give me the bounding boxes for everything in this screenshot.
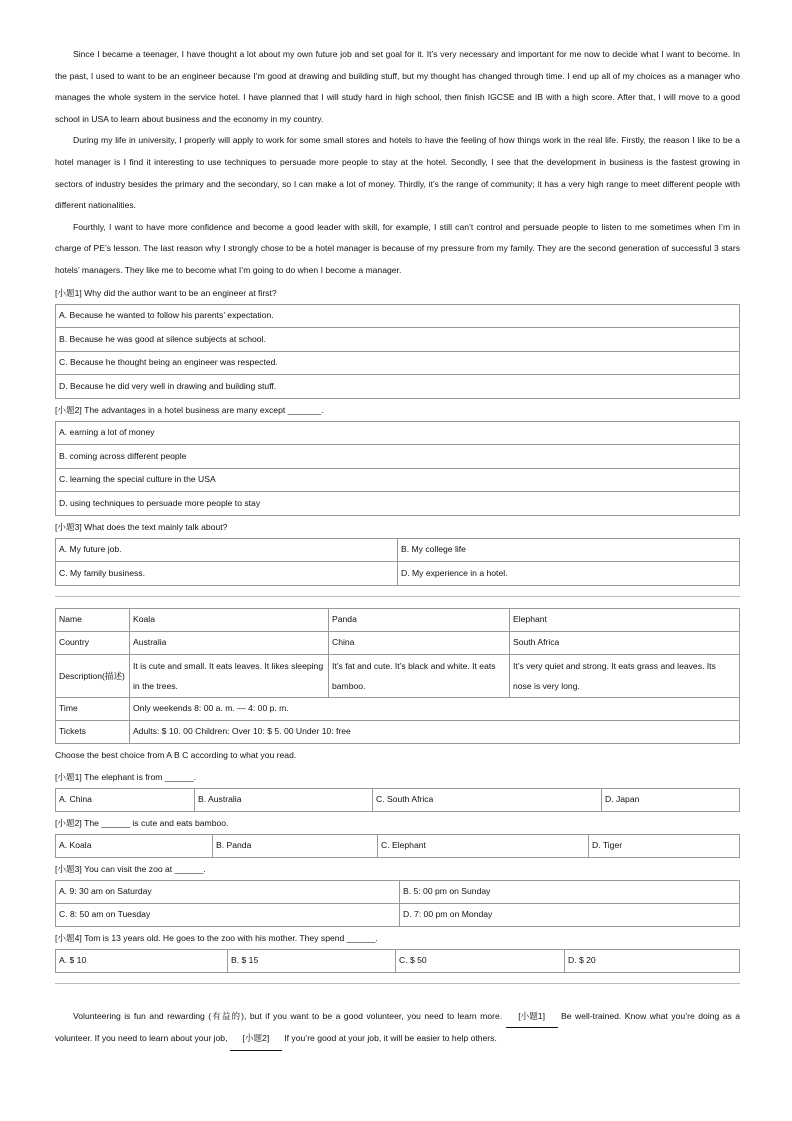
option-b[interactable]: B. Because he was good at silence subjects at school. <box>56 328 740 352</box>
table-cell: It’s fat and cute. It’s black and white. It eats bamboo. <box>329 654 510 697</box>
table-cell: Adults: $ 10. 00 Children: Over 10: $ 5. 00 Under 10: free <box>130 720 740 743</box>
options-table <box>55 788 740 812</box>
option-a[interactable]: A. China <box>56 788 195 811</box>
header-cell: Name <box>56 608 130 631</box>
section-divider <box>55 596 740 597</box>
question-stem: [小题4] Tom is 13 years old. He goes to the zoo with his mother. They spend ______. <box>55 932 378 943</box>
option-b[interactable]: B. Australia <box>195 788 373 811</box>
header-cell: Elephant <box>510 608 740 631</box>
option-d[interactable]: D. 7: 00 pm on Monday <box>400 903 740 926</box>
option-b[interactable]: B. My college life <box>398 538 740 562</box>
row-label: Description(描述) <box>56 654 130 697</box>
blank-1[interactable]: [小题1] <box>506 1006 558 1029</box>
passage1-paragraph3: Fourthly, I want to have more confidence and become a good leader with skill, for example, I still can’t control and persuade people to listen to me sometimes when I’m in charge of PE’s lesson. The last reason why I strongly chose to be a hotel manager is because of my pressure from my family. They are the second generation of successful 3 stars hotels’ managers. They like me to become what I’m going to do when I become a manager. <box>55 221 740 275</box>
option-c[interactable]: C. My family business. <box>56 562 398 586</box>
question-stem: [小题1] The elephant is from ______. <box>55 771 196 782</box>
question-stem: [小题1] Why did the author want to be an engineer at first? <box>55 287 277 298</box>
option-b[interactable]: B. coming across different people <box>56 445 740 469</box>
header-cell: Panda <box>329 608 510 631</box>
passage3-paragraph: Volunteering is fun and rewarding (有益的), but if you want to be a good volunteer, you need to learn more. [小题1] Be well-trained. Know what you’re doing as a volunteer. If you need to learn about your job, [小题2] If you’re good at your job, it will be easier to help others. <box>55 1006 740 1051</box>
table-cell: It is cute and small. It eats leaves. It likes sleeping in the trees. <box>130 654 329 697</box>
option-c[interactable]: C. South Africa <box>373 788 602 811</box>
option-b[interactable]: B. 5: 00 pm on Sunday <box>400 880 740 903</box>
option-a[interactable]: A. 9: 30 am on Saturday <box>56 880 400 903</box>
option-c[interactable]: C. learning the special culture in the USA <box>56 468 740 492</box>
option-c[interactable]: C. 8: 50 am on Tuesday <box>56 903 400 926</box>
option-d[interactable]: D. Japan <box>602 788 740 811</box>
options-table <box>55 880 740 927</box>
question-stem: [小题3] What does the text mainly talk about? <box>55 521 228 532</box>
table-cell: It’s very quiet and strong. It eats grass and leaves. Its nose is very long. <box>510 654 740 697</box>
options-table <box>55 538 740 586</box>
document-page <box>55 44 740 1051</box>
table-cell: Only weekends 8: 00 a. m. — 4: 00 p. m. <box>130 697 740 720</box>
blank-2[interactable]: [小题2] <box>230 1028 282 1051</box>
option-c[interactable]: C. Elephant <box>378 834 589 857</box>
question-stem: [小题3] You can visit the zoo at ______. <box>55 863 206 874</box>
option-a[interactable]: A. earning a lot of money <box>56 421 740 445</box>
row-label: Time <box>56 697 130 720</box>
option-b[interactable]: B. Panda <box>213 834 378 857</box>
option-a[interactable]: A. My future job. <box>56 538 398 562</box>
option-a[interactable]: A. $ 10 <box>56 949 228 972</box>
option-c[interactable]: C. Because he thought being an engineer was respected. <box>56 351 740 375</box>
option-d[interactable]: D. Tiger <box>589 834 740 857</box>
options-table <box>55 304 740 399</box>
table-cell: Australia <box>130 631 329 654</box>
header-cell: Koala <box>130 608 329 631</box>
passage1-paragraph2: During my life in university, I properly will apply to work for some small stores and hotels to have the feeling of how things work in the real life. Firstly, the reason I like to be a hotel manager is I find it interesting to use techniques to persuade more people to stay at the hotel. Secondly, I see that the development in business is the fastest growing in sectors of industry besides the primary and the secondary, so I can make a lot of money. Thirdly, it’s the range of community; it has a very high range to meet different people with different nationalities. <box>55 135 740 211</box>
question-stem: [小题2] The advantages in a hotel business are many except _______. <box>55 404 324 415</box>
option-d[interactable]: D. Because he did very well in drawing and building stuff. <box>56 375 740 399</box>
option-d[interactable]: D. using techniques to persuade more people to stay <box>56 492 740 516</box>
option-a[interactable]: A. Koala <box>56 834 213 857</box>
instruction-text: Choose the best choice from A B C according to what you read. <box>55 749 297 760</box>
options-table <box>55 421 740 516</box>
row-label: Tickets <box>56 720 130 743</box>
question-stem: [小题2] The ______ is cute and eats bamboo. <box>55 817 229 828</box>
option-c[interactable]: C. $ 50 <box>396 949 565 972</box>
options-table <box>55 834 740 858</box>
option-d[interactable]: D. $ 20 <box>565 949 740 972</box>
zoo-info-table <box>55 608 740 744</box>
section-divider <box>55 983 740 984</box>
option-d[interactable]: D. My experience in a hotel. <box>398 562 740 586</box>
options-table <box>55 949 740 973</box>
table-cell: South Africa <box>510 631 740 654</box>
option-a[interactable]: A. Because he wanted to follow his parents’ expectation. <box>56 304 740 328</box>
option-b[interactable]: B. $ 15 <box>228 949 396 972</box>
passage1-paragraph1: Since I became a teenager, I have thought a lot about my own future job and set goal for it. It’s very necessary and important for me now to decide what I want to become. In the past, I used to want to be an engineer because I’m good at drawing and building stuff, but my thought has changed through time. I end up all of my choices as a manager who manages the whole system in the service hotel. I have planned that I will study hard in high school, then finish IGCSE and IB with a high score. After that, I will move to a good school in USA to learn about business and the economy in my country. <box>55 49 740 124</box>
table-cell: China <box>329 631 510 654</box>
row-label: Country <box>56 631 130 654</box>
